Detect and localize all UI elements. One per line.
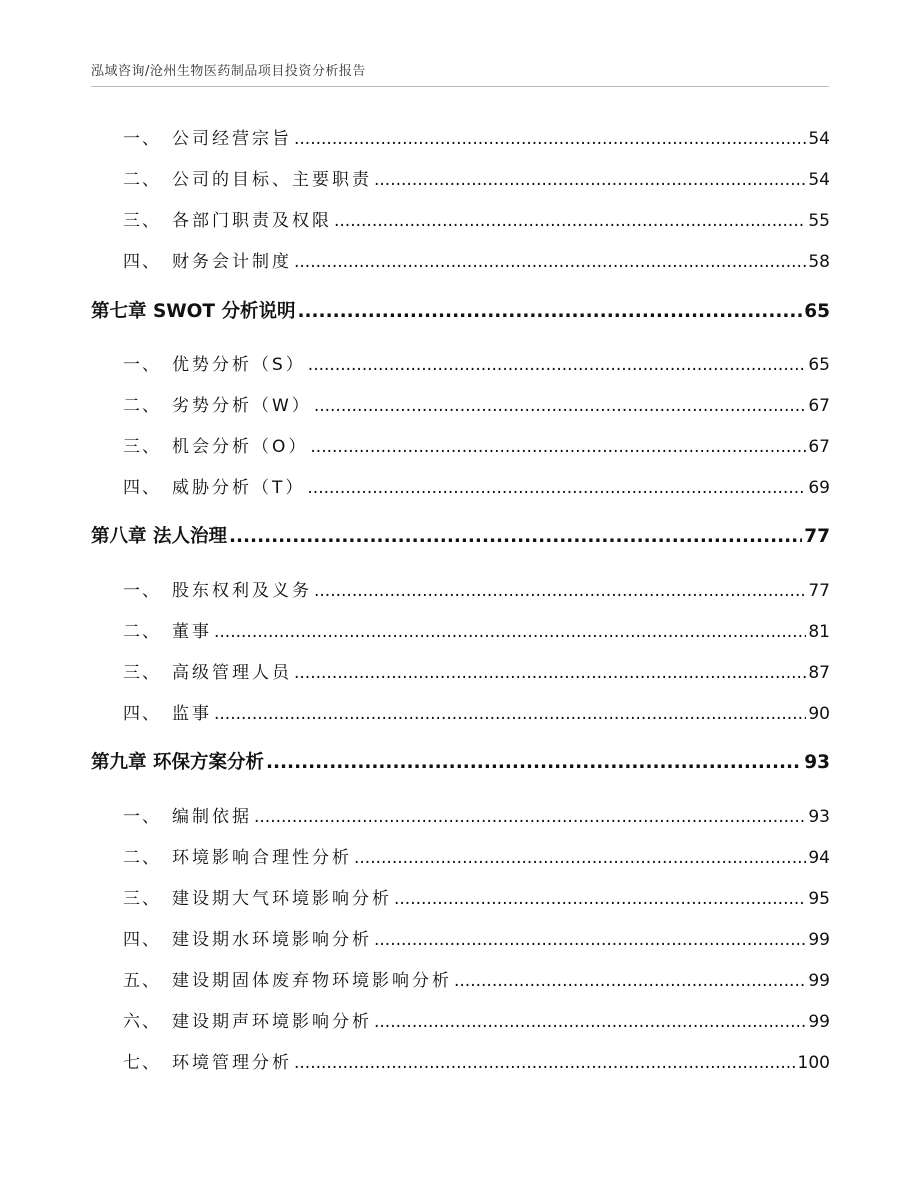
toc-leader xyxy=(314,396,807,416)
toc-leader xyxy=(310,437,806,457)
toc-page-number: 65 xyxy=(808,355,830,375)
toc-entry-title: 各部门职责及权限 xyxy=(172,211,332,231)
toc-entry-number: 四、 xyxy=(123,252,161,272)
toc-entry[interactable] xyxy=(91,165,830,189)
toc-entry-title: 公司经营宗旨 xyxy=(172,129,292,149)
toc-entry-title: 建设期声环境影响分析 xyxy=(172,1012,372,1032)
toc-entry[interactable] xyxy=(91,617,830,641)
toc-page-number: 54 xyxy=(808,129,830,149)
toc-entry-title: 财务会计制度 xyxy=(172,252,292,272)
toc-leader xyxy=(374,1012,806,1032)
toc-entry[interactable] xyxy=(91,391,830,415)
toc-leader xyxy=(394,889,806,909)
toc-entry-number: 一、 xyxy=(123,129,161,149)
toc-entry[interactable] xyxy=(91,1007,830,1031)
toc-page-number: 58 xyxy=(808,252,830,272)
toc-leader xyxy=(308,355,807,375)
toc-leader xyxy=(214,622,806,642)
toc-leader xyxy=(354,848,806,868)
toc-entry[interactable] xyxy=(91,699,830,723)
toc-entry-number: 一、 xyxy=(123,581,161,601)
toc-page-number: 93 xyxy=(804,752,830,773)
toc-chapter[interactable] xyxy=(91,748,830,774)
toc-entry-title: 股东权利及义务 xyxy=(172,581,312,601)
toc-entry[interactable] xyxy=(91,124,830,148)
toc-entry-number: 三、 xyxy=(123,663,161,683)
toc-chapter-title: 第九章 环保方案分析 xyxy=(91,752,264,773)
toc-entry-title: 优势分析（S） xyxy=(172,355,306,375)
toc-page-number: 65 xyxy=(804,301,830,322)
toc-page-number: 77 xyxy=(804,526,830,547)
toc-entry-title: 监事 xyxy=(172,704,212,724)
toc-entry[interactable] xyxy=(91,925,830,949)
toc-entry[interactable] xyxy=(91,576,830,600)
toc-entry[interactable] xyxy=(91,247,830,271)
toc-entry-number: 四、 xyxy=(123,704,161,724)
toc-leader xyxy=(297,301,802,322)
toc-entry-number: 四、 xyxy=(123,478,161,498)
toc-page-number: 87 xyxy=(808,663,830,683)
toc-leader xyxy=(254,807,806,827)
toc-leader xyxy=(374,170,806,190)
toc-entry-title: 威胁分析（T） xyxy=(172,478,306,498)
toc-entry-title: 环境管理分析 xyxy=(172,1053,292,1073)
toc-entry[interactable] xyxy=(91,658,830,682)
toc-entry-title: 编制依据 xyxy=(172,807,252,827)
toc-entry-title: 建设期固体废弃物环境影响分析 xyxy=(172,971,452,991)
toc-leader xyxy=(307,478,806,498)
toc-entry-number: 六、 xyxy=(123,1012,161,1032)
toc-page-number: 99 xyxy=(808,930,830,950)
toc-page-number: 93 xyxy=(808,807,830,827)
toc-page-number: 55 xyxy=(808,211,830,231)
toc-entry[interactable] xyxy=(91,966,830,990)
page-header: 泓域咨询/沧州生物医药制品项目投资分析报告 xyxy=(91,64,366,79)
toc-leader xyxy=(214,704,806,724)
toc-entry-number: 二、 xyxy=(123,170,161,190)
toc-page-number: 67 xyxy=(808,437,830,457)
toc-entry-title: 高级管理人员 xyxy=(172,663,292,683)
toc-entry[interactable] xyxy=(91,473,830,497)
toc-entry-title: 董事 xyxy=(172,622,212,642)
toc-entry[interactable] xyxy=(91,1048,830,1072)
toc-page-number: 67 xyxy=(808,396,830,416)
toc-entry-number: 三、 xyxy=(123,437,161,457)
toc-chapter[interactable] xyxy=(91,522,830,548)
toc-leader xyxy=(374,930,806,950)
toc-leader xyxy=(266,752,802,773)
toc-page-number: 81 xyxy=(808,622,830,642)
toc-entry[interactable] xyxy=(91,350,830,374)
toc-entry[interactable] xyxy=(91,884,830,908)
toc-leader xyxy=(294,1053,796,1073)
toc-entry-title: 机会分析（O） xyxy=(172,437,309,457)
toc-page-number: 69 xyxy=(808,478,830,498)
toc-page-number: 100 xyxy=(797,1053,830,1073)
toc-page-number: 54 xyxy=(808,170,830,190)
toc-entry-number: 二、 xyxy=(123,848,161,868)
header-divider xyxy=(91,86,829,87)
toc-leader xyxy=(229,526,802,547)
toc-leader xyxy=(294,252,806,272)
toc-leader xyxy=(334,211,806,231)
toc-entry-number: 一、 xyxy=(123,807,161,827)
toc-chapter-title: 第七章 SWOT 分析说明 xyxy=(91,301,296,322)
toc-leader xyxy=(314,581,806,601)
toc-chapter-title: 第八章 法人治理 xyxy=(91,526,227,547)
toc-page-number: 99 xyxy=(808,1012,830,1032)
toc-entry-title: 建设期大气环境影响分析 xyxy=(172,889,392,909)
toc-entry[interactable] xyxy=(91,432,830,456)
toc-entry[interactable] xyxy=(91,843,830,867)
toc-entry-number: 三、 xyxy=(123,889,161,909)
toc-chapter[interactable] xyxy=(91,297,830,323)
toc-leader xyxy=(294,663,806,683)
toc-entry-number: 五、 xyxy=(123,971,161,991)
toc-page-number: 94 xyxy=(808,848,830,868)
toc-entry-title: 环境影响合理性分析 xyxy=(172,848,352,868)
toc-page-number: 90 xyxy=(808,704,830,724)
toc-page-number: 77 xyxy=(808,581,830,601)
toc-entry-number: 二、 xyxy=(123,622,161,642)
toc-entry-number: 四、 xyxy=(123,930,161,950)
toc-entry-title: 公司的目标、主要职责 xyxy=(172,170,372,190)
toc-entry-number: 二、 xyxy=(123,396,161,416)
toc-page-number: 99 xyxy=(808,971,830,991)
toc-entry-number: 一、 xyxy=(123,355,161,375)
toc-entry[interactable] xyxy=(91,206,830,230)
toc-entry-title: 劣势分析（W） xyxy=(172,396,312,416)
toc-entry-title: 建设期水环境影响分析 xyxy=(172,930,372,950)
toc-leader xyxy=(454,971,806,991)
toc-leader xyxy=(294,129,806,149)
toc-entry[interactable] xyxy=(91,802,830,826)
toc-page-number: 95 xyxy=(808,889,830,909)
toc-entry-number: 七、 xyxy=(123,1053,161,1073)
toc-entry-number: 三、 xyxy=(123,211,161,231)
